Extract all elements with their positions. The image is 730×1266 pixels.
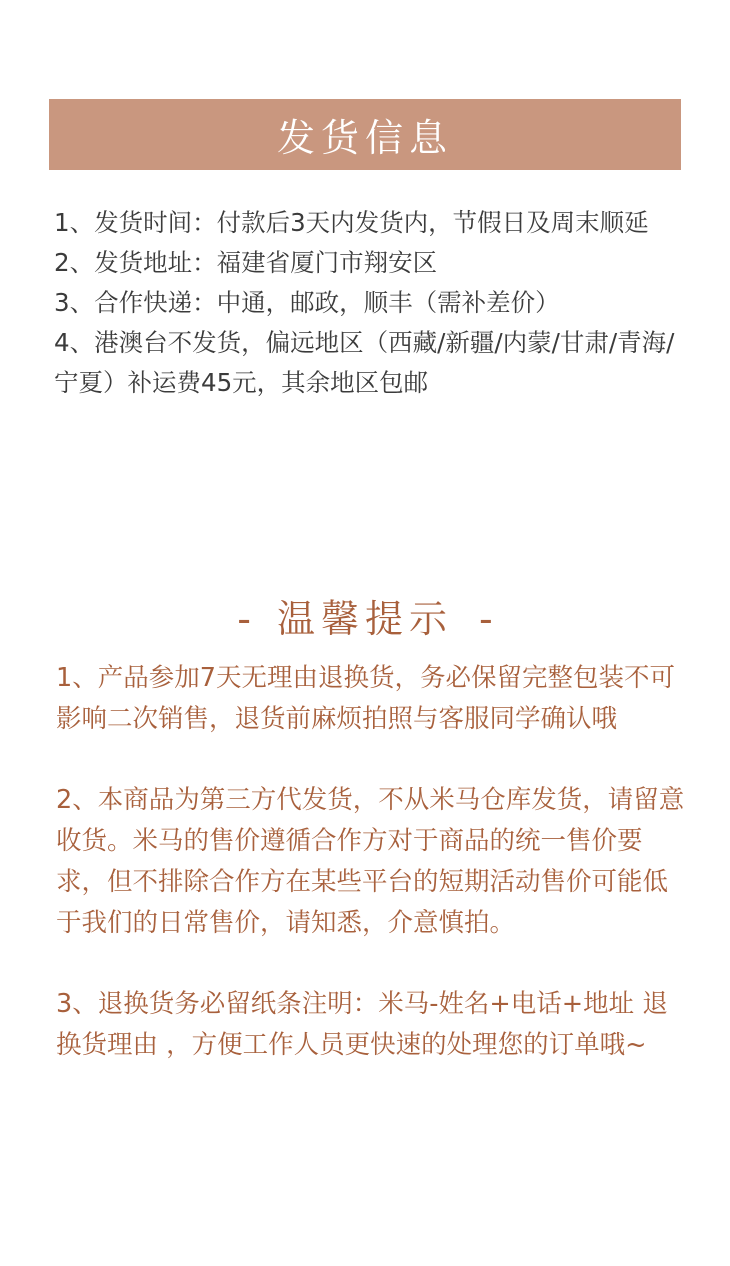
shipping-item-courier: 3、合作快递：中通，邮政，顺丰（需补差价） <box>54 288 560 317</box>
tips-dash-right: - <box>479 597 493 641</box>
shipping-item-time: 1、发货时间：付款后3天内发货内，节假日及周末顺延 <box>54 208 649 237</box>
tips-list <box>56 658 686 1066</box>
shipping-item-regions: 4、港澳台不发货，偏远地区（西藏/新疆/内蒙/甘肃/青海/宁夏）补运费45元，其余地区包邮 <box>54 328 675 397</box>
tips-dash-left: - <box>237 597 251 641</box>
tip-item-third-party: 2、本商品为第三方代发货，不从米马仓库发货，请留意收货。米马的售价遵循合作方对于商品的统一售价要求，但不排除合作方在某些平台的短期活动售价可能低于我们的日常售价，请知悉，介意慎拍。 <box>56 785 685 938</box>
tip-item-returns: 1、产品参加7天无理由退换货，务必保留完整包装不可影响二次销售，退货前麻烦拍照与客服同学确认哦 <box>56 663 675 734</box>
shipping-info-list <box>54 203 684 403</box>
tips-heading <box>0 594 730 644</box>
tips-title: 温馨提示 <box>276 597 453 641</box>
shipping-info-title: 发货信息 <box>276 116 453 160</box>
shipping-item-address: 2、发货地址：福建省厦门市翔安区 <box>54 248 438 277</box>
tip-item-return-note: 3、退换货务必留纸条注明：米马-姓名+电话+地址 退换货理由 ，方便工作人员更快速的处理您的订单哦~ <box>56 989 668 1060</box>
shipping-info-banner <box>49 99 681 170</box>
